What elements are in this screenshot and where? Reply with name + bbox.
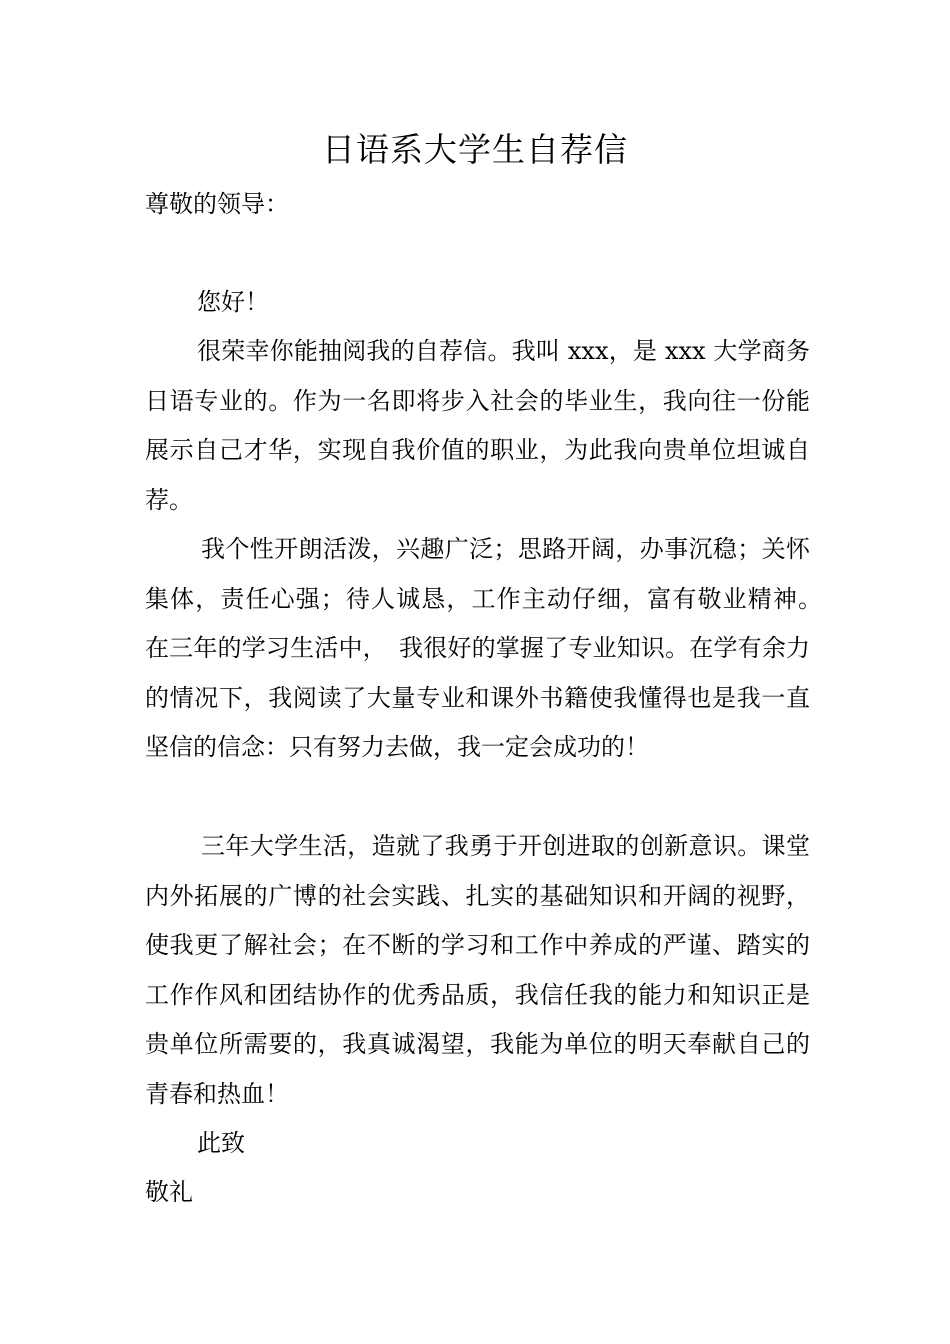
greeting: 您好！ (197, 288, 269, 316)
document-title: 日语系大学生自荐信 (322, 130, 628, 169)
paragraph-university-life: 三年大学生活，造就了我勇于开创进取的创新意识。课堂内外拓展的广博的社会实践、扎实的基础知识和开阔的视野，使我更了解社会；在不断的学习和工作中养成的严谨、踏实的工作作风和团结协作的优秀品质，我信任我的能力和知识正是贵单位所需要的，我真诚渴望，我能为单位的明天奉献自己的青春和热血！ (145, 832, 810, 1108)
salutation: 尊敬的领导： (145, 190, 289, 218)
paragraph-introduction: 很荣幸你能抽阅我的自荐信。我叫 xxx，是 xxx 大学商务日语专业的。作为一名即将步入社会的毕业生，我向往一份能展示自己才华，实现自我价值的职业，为此我向贵单位坦诚自荐。 (145, 337, 810, 514)
paragraph-personality: 我个性开朗活泼，兴趣广泛；思路开阔，办事沉稳；关怀集体，责任心强；待人诚恳，工作主动仔细，富有敬业精神。 在三年的学习生活中， 我很好的掌握了专业知识。在学有余力的情况下，我阅读了大量专业和课外书籍使我懂得也是我一直坚信的信念：只有努力去做，我一定会成功的！ (145, 535, 834, 761)
closing-line: 此致 (197, 1129, 245, 1157)
regards-line: 敬礼 (145, 1178, 193, 1206)
